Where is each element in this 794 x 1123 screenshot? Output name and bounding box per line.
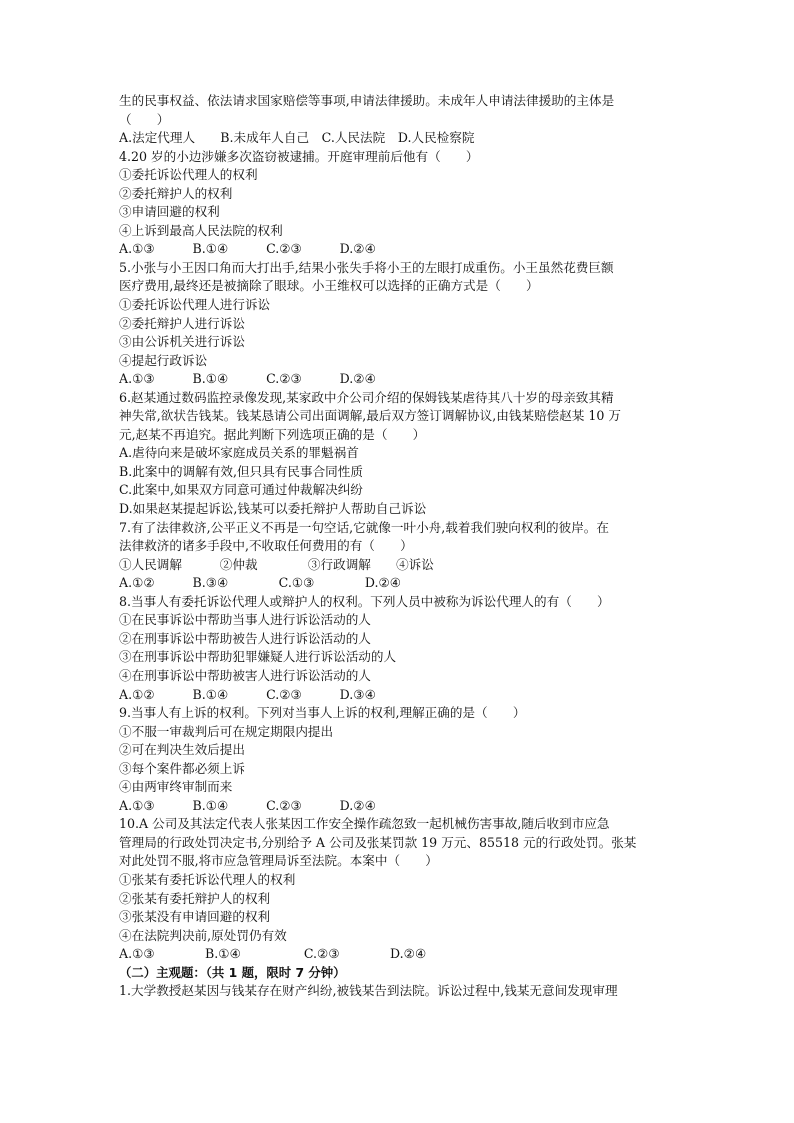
statement: ①张某有委托诉讼代理人的权利: [119, 871, 296, 887]
question-9: 9.当事人有上诉的权利。下列对当事人上诉的权利,理解正确的是（ ）: [119, 705, 526, 721]
statement: ②张某有委托辩护人的权利: [119, 890, 271, 906]
text-line: 医疗费用,最终还是被摘除了眼球。小王维权可以选择的正确方式是（ ）: [119, 278, 539, 294]
answer-option: C.此案中,如果双方同意可通过仲裁解决纠纷: [119, 482, 363, 498]
statement: ①委托诉讼代理人进行诉讼: [119, 297, 271, 313]
statement: ①委托诉讼代理人的权利: [119, 167, 258, 183]
statement: ④提起行政诉讼: [119, 352, 208, 368]
answer-options: A.法定代理人 B.未成年人自己 C.人民法院 D.人民检察院: [119, 130, 475, 146]
statement: ③在刑事诉讼中帮助犯罪嫌疑人进行诉讼活动的人: [119, 649, 397, 665]
text-line: 生的民事权益、依法请求国家赔偿等事项,申请法律援助。未成年人申请法律援助的主体是: [119, 93, 615, 108]
statement: ③由公诉机关进行诉讼: [119, 334, 245, 350]
statement: ①不服一审裁判后可在规定期限内提出: [119, 723, 334, 739]
answer-options: A.①③ B.①④ C.②③ D.②④: [119, 371, 376, 387]
answer-options: A.①③ B.①④ C.②③ D.②④: [119, 946, 427, 962]
question-4: 4.20 岁的小边涉嫌多次盗窃被逮捕。开庭审理前后他有（ ）: [119, 148, 479, 164]
answer-option: A.虐待向来是破坏家庭成员关系的罪魁祸首: [119, 445, 359, 461]
statement: ①人民调解 ②仲裁 ③行政调解 ④诉讼: [119, 556, 434, 572]
statement: ①在民事诉讼中帮助当事人进行诉讼活动的人: [119, 612, 371, 628]
document-page: [119, 92, 689, 1001]
statement: ②委托辩护人进行诉讼: [119, 315, 245, 331]
statement: ④在法院判决前,原处罚仍有效: [119, 927, 287, 943]
answer-options: A.①③ B.①④ C.②③ D.②④: [119, 241, 376, 257]
statement: ②委托辩护人的权利: [119, 185, 233, 201]
statement: ④在刑事诉讼中帮助被害人进行诉讼活动的人: [119, 667, 371, 683]
statement: ③每个案件都必须上诉: [119, 760, 245, 776]
answer-option: D.如果赵某提起诉讼,钱某可以委托辩护人帮助自己诉讼: [119, 501, 427, 517]
statement: ②可在判决生效后提出: [119, 742, 245, 758]
statement: ④由两审终审制而来: [119, 779, 233, 795]
text-line: （ ）: [119, 111, 170, 127]
subjective-question-1: 1.大学教授赵某因与钱某存在财产纠纷,被钱某告到法院。诉讼过程中,钱某无意间发现审理: [119, 983, 618, 999]
statement: ②在刑事诉讼中帮助被告人进行诉讼活动的人: [119, 630, 371, 646]
statement: ③申请回避的权利: [119, 204, 220, 220]
text-line: 神失常,欲状告钱某。钱某恳请公司出面调解,最后双方签订调解协议,由钱某赔偿赵某 10 万: [119, 408, 622, 424]
text-line: 元,赵某不再追究。据此判断下列选项正确的是（ ）: [119, 426, 426, 442]
text-line: 管理局的行政处罚决定书,分别给予 A 公司及张某罚款 19 万元、85518 元的行政处罚。张某: [119, 834, 637, 850]
answer-options: A.①③ B.①④ C.②③ D.②④: [119, 797, 376, 813]
statement: ④上诉到最高人民法院的权利: [119, 222, 283, 238]
text-line: 对此处罚不服,将市应急管理局诉至法院。本案中（ ）: [119, 853, 438, 869]
question-6: 6.赵某通过数码监控录像发现,某家政中介公司介绍的保姆钱某虐待其八十岁的母亲致其精: [119, 389, 614, 405]
answer-option: B.此案中的调解有效,但只具有民事合同性质: [119, 463, 363, 479]
text-line: 法律救济的诸多手段中,不收取任何费用的有（ ）: [119, 538, 413, 554]
answer-options: A.①② B.③④ C.①③ D.②④: [119, 575, 402, 591]
question-10: 10.A 公司及其法定代表人张某因工作安全操作疏忽致一起机械伤害事故,随后收到市应急: [119, 816, 610, 832]
question-5: 5.小张与小王因口角而大打出手,结果小张失手将小王的左眼打成重伤。小王虽然花费巨额: [119, 259, 614, 275]
answer-options: A.①② B.①④ C.②③ D.③④: [119, 686, 376, 702]
question-8: 8.当事人有委托诉讼代理人或辩护人的权利。下列人员中被称为诉讼代理人的有（ ）: [119, 593, 610, 609]
question-7: 7.有了法律救济,公平正义不再是一句空话,它就像一叶小舟,载着我们驶向权利的彼岸。在: [119, 519, 609, 535]
section-heading: （二）主观题：（共 1 题，限时 7 分钟）: [119, 964, 346, 980]
statement: ③张某没有申请回避的权利: [119, 909, 271, 925]
